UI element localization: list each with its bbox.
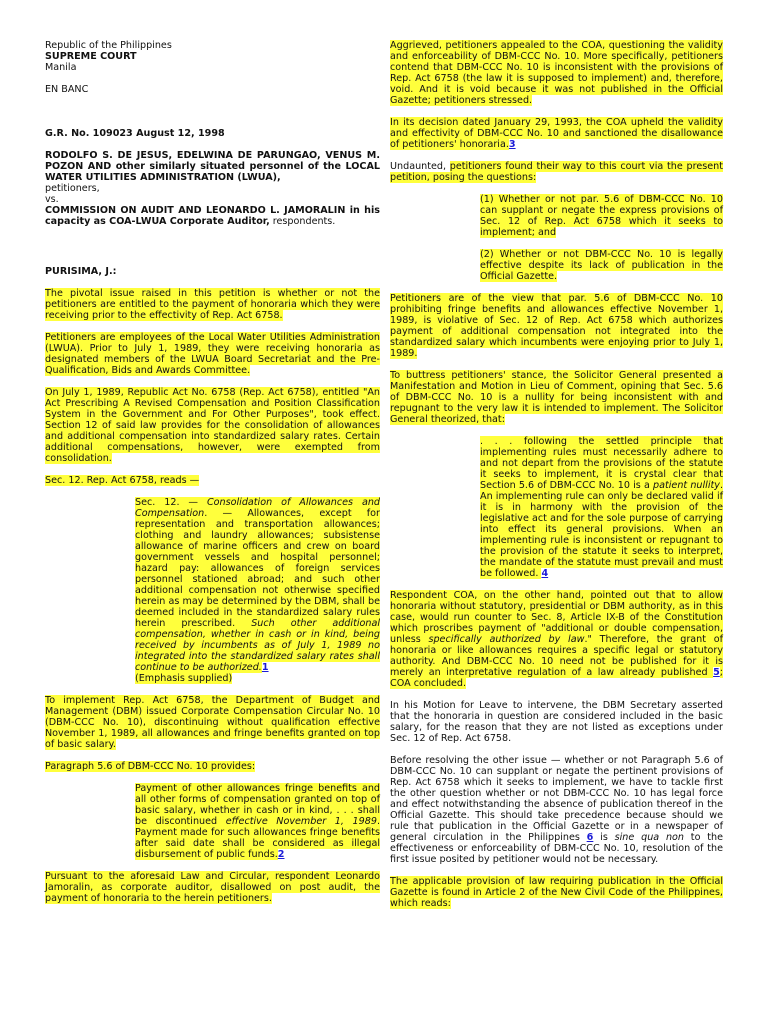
- highlight: . . . following the settled principle that implementing rules must necessarily adhere to and not depart from the provisions of the statute it seeks to implement, it is crystal clear that Section 5.6 of DBM-CCC No. 10 is a patient nullity. An implementing rule can only be declared valid if it is in harmony with the provision of the legislative act and for the sole purpose of carrying into effect its general provisions. When an implementing rule is inconsistent or repugnant to the provision of the statute it seeks to interpret, the mandate of the statute must prevail and must be followed.: [480, 436, 723, 579]
- paragraph-solicitor-general: [390, 370, 723, 425]
- header-republic: Republic of the Philippines: [45, 40, 172, 51]
- highlight: Petitioners are employees of the Local Water Utilities Administration (LWUA). Prior to July 1, 1989, they were receiving honoraria as designated members of the LWUA Board Secretariat and the Pre-Qualification, Bids and Awards Committee.: [45, 332, 380, 376]
- paragraph-petitioners-view: [390, 293, 723, 359]
- highlight: Sec. 12. — Consolidation of Allowances and Compensation. — Allowances, except for representation and transportation allowances; clothing and laundry allowances; subsistense allowance of marine officers and crew on board government vessels and hospital personnel; hazard pay: allowances of foreign services personnel stationed abroad; and such other additional compensation not otherwise specified herein as may be determined by the DBM, shall be deemed included in the standardized salary rules herein prescribed. Such other additional compensation, whether in cash or in kind, being received by incumbents as of July 1, 1989 no integrated into the standardized salary rates shall continue to be authorized.: [135, 497, 380, 673]
- highlight: (2) Whether or not DBM-CCC No. 10 is legally effective despite its lack of publication in the Official Gazette.: [480, 249, 723, 282]
- paragraph-appeal: [390, 40, 723, 106]
- highlight: On July 1, 1989, Republic Act No. 6758 (Rep. Act 6758), entitled "An Act Prescribing A Revised Compensation and Position Classification System in the Government and For Other Purposes", took effect. Section 12 of said law provides for the consolidation of allowances and additional compensation into standardized salary rates.: [45, 387, 380, 442]
- quote-solicitor-general: [480, 436, 723, 579]
- parties-petitioners: [45, 150, 380, 183]
- highlight: To implement Rep. Act 6758, the Department of Budget and Management (DBM) issued Corporate Compensation Circular No. 10 (DBM-CCC No. 10), discontinuing without qualification effective November 1, 1989, all allowances and fringe benefits granted on top of basic salary.: [45, 695, 380, 750]
- question-2: [480, 249, 723, 282]
- paragraph-5-6-intro: [45, 761, 380, 772]
- quote-paragraph-5-6: [135, 783, 380, 860]
- paragraph-disallowance: [45, 871, 380, 904]
- footnote-link-5[interactable]: 5: [713, 667, 720, 678]
- highlight: Petitioners are of the view that par. 5.6 of DBM-CCC No. 10 prohibiting fringe benefits and allowances effective November 1, 1989, is violative of Sec. 12 of Rep. Act 6758 which authorizes payment of additional compensation not integrated into the standardized salary which incumbents were enjoying prior to July 1, 1989.: [390, 293, 723, 359]
- parties-respondents: [45, 205, 380, 227]
- respondents-role: respondents.: [269, 216, 336, 227]
- paragraph-undaunted: Undaunted, petitioners found their way to this court via the present petition, posing the questions:: [390, 161, 723, 183]
- paragraph-sec-12-intro: [45, 475, 380, 486]
- highlight: To buttress petitioners' stance, the Solicitor General presented a Manifestation and Motion in Lieu of Comment, opining that Sec. 5.6 of DBM-CCC No. 10 is a nullity for being inconsistent with and repugnant to the very law it is intended to implement. The Solicitor General theorized, that:: [390, 370, 723, 425]
- footnote-link-2[interactable]: 2: [277, 849, 285, 860]
- header-division: EN BANC: [45, 84, 89, 95]
- question-1: [480, 194, 723, 238]
- footnote-link-3[interactable]: 3: [508, 139, 516, 150]
- petitioners-names: RODOLFO S. DE JESUS, EDELWINA DE PARUNGAO, VENUS M. POZON AND other similarly situated personnel of the LOCAL WATER UTILITIES ADMINISTRATION (LWUA),: [45, 150, 380, 183]
- paragraph-ra-6758: [45, 387, 380, 464]
- highlight: The applicable provision of law requiring publication in the Official Gazette is found in Article 2 of the New Civil Code of the Philippines, which reads:: [390, 876, 723, 909]
- quote-sec-12: [135, 497, 380, 684]
- footnote-link-1[interactable]: 1: [261, 662, 269, 673]
- petitioners-role: petitioners,: [45, 183, 100, 194]
- highlight: (1) Whether or not par. 5.6 of DBM-CCC No. 10 can supplant or negate the express provisions of Sec. 12 of Rep. Act 6758 which it seeks to implement; and: [480, 194, 723, 238]
- highlight: Sec. 12. Rep. Act 6758, reads —: [45, 475, 200, 486]
- ponente: PURISIMA, J.:: [45, 266, 117, 277]
- right-column: [390, 40, 723, 909]
- case-number: G.R. No. 109023 August 12, 1998: [45, 128, 225, 139]
- highlight: ; COA concluded.: [390, 667, 723, 689]
- paragraph-dbm-ccc-10: [45, 695, 380, 750]
- highlight: Certain additional compensations, however, were exempted from consolidation.: [45, 431, 380, 464]
- paragraph-respondent-coa: [390, 590, 723, 689]
- highlight: The pivotal issue raised in this petition is whether or not the petitioners are entitled to the payment of honoraria which they were receiving prior to the effectivity of Rep. Act 6758.: [45, 288, 380, 321]
- versus: vs.: [45, 194, 59, 205]
- paragraph-pivotal-issue: [45, 288, 380, 321]
- highlight: (Emphasis supplied): [135, 673, 233, 684]
- paragraph-coa-decision: [390, 117, 723, 150]
- highlight: Aggrieved, petitioners appealed to the COA, questioning the validity and enforceability of DBM-CCC No. 10. More specifically, petitioners contend that DBM-CCC No. 10 is inconsistent with the provisions of Rep. Act 6758 (the law it is supposed to implement) and, therefore, void. And it is void because it was not published in the Official Gazette; petitioners stressed.: [390, 40, 723, 106]
- header-court: SUPREME COURT: [45, 51, 137, 62]
- header-city: Manila: [45, 62, 77, 73]
- left-column: [45, 40, 380, 904]
- paragraph-applicable-provision: [390, 876, 723, 909]
- footnote-link-6[interactable]: 6: [586, 832, 594, 843]
- highlight: Payment of other allowances fringe benefits and all other forms of compensation granted on top of basic salary, whether in cash or in kind, . . . shall be discontinued effective November 1, 1989. Payment made for such allowances fringe benefits after said date shall be considered as illegal disbursement of public funds.: [135, 783, 381, 860]
- highlight: Paragraph 5.6 of DBM-CCC No. 10 provides:: [45, 761, 256, 772]
- footnote-link-4[interactable]: 4: [541, 568, 549, 579]
- highlight: In its decision dated January 29, 1993, the COA upheld the validity and effectivity of DBM-CCC No. 10 and sanctioned the disallowance of petitioners' honoraria.: [390, 117, 723, 150]
- paragraph-before-resolving: Before resolving the other issue — whether or not Paragraph 5.6 of DBM-CCC No. 10 can supplant or negate the pertinent provisions of Rep. Act 6758 which it seeks to implement, we have to tackle first the other question whether or not DBM-CCC No. 10 has legal force and effect notwithstanding the absence of publication thereof in the Official Gazette. This should take precedence because should we rule that publication in the Official Gazette or in a newspaper of general circulation in the Philippines 6 is sine qua non to the effectiveness or enforceability of DBM-CCC No. 10, resolution of the first issue posited by petitioner would not be necessary.: [390, 755, 724, 865]
- highlight: Pursuant to the aforesaid Law and Circular, respondent Leonardo Jamoralin, as corporate auditor, disallowed on post audit, the payment of honoraria to the herein petitioners.: [45, 871, 380, 904]
- highlight: petitioners found their way to this court via the present petition, posing the questions:: [390, 161, 723, 183]
- paragraph-petitioners-employees: [45, 332, 380, 376]
- highlight: Respondent COA, on the other hand, pointed out that to allow honoraria without statutory, presidential or DBM authority, as in this case, would run counter to Sec. 8, Article IX-B of the Constitution which proscribes payment of "additional or double compensation, unless specifically authorized by law." Therefore, the grant of honoraria or like allowances requires a specific legal or statutory authority. And DBM-CCC No. 10 need not be published for it is merely an interpretative regulation of a law already published: [390, 590, 723, 678]
- paragraph-dbm-secretary: In his Motion for Leave to intervene, the DBM Secretary asserted that the honoraria in question are considered included in the basic salary, for the reason that they are not listed as exceptions under Sec. 12 of Rep. Act 6758.: [390, 700, 723, 744]
- respondents-names: COMMISSION ON AUDIT AND LEONARDO L. JAMORALIN in his capacity as COA-LWUA Corporate Auditor,: [45, 205, 380, 227]
